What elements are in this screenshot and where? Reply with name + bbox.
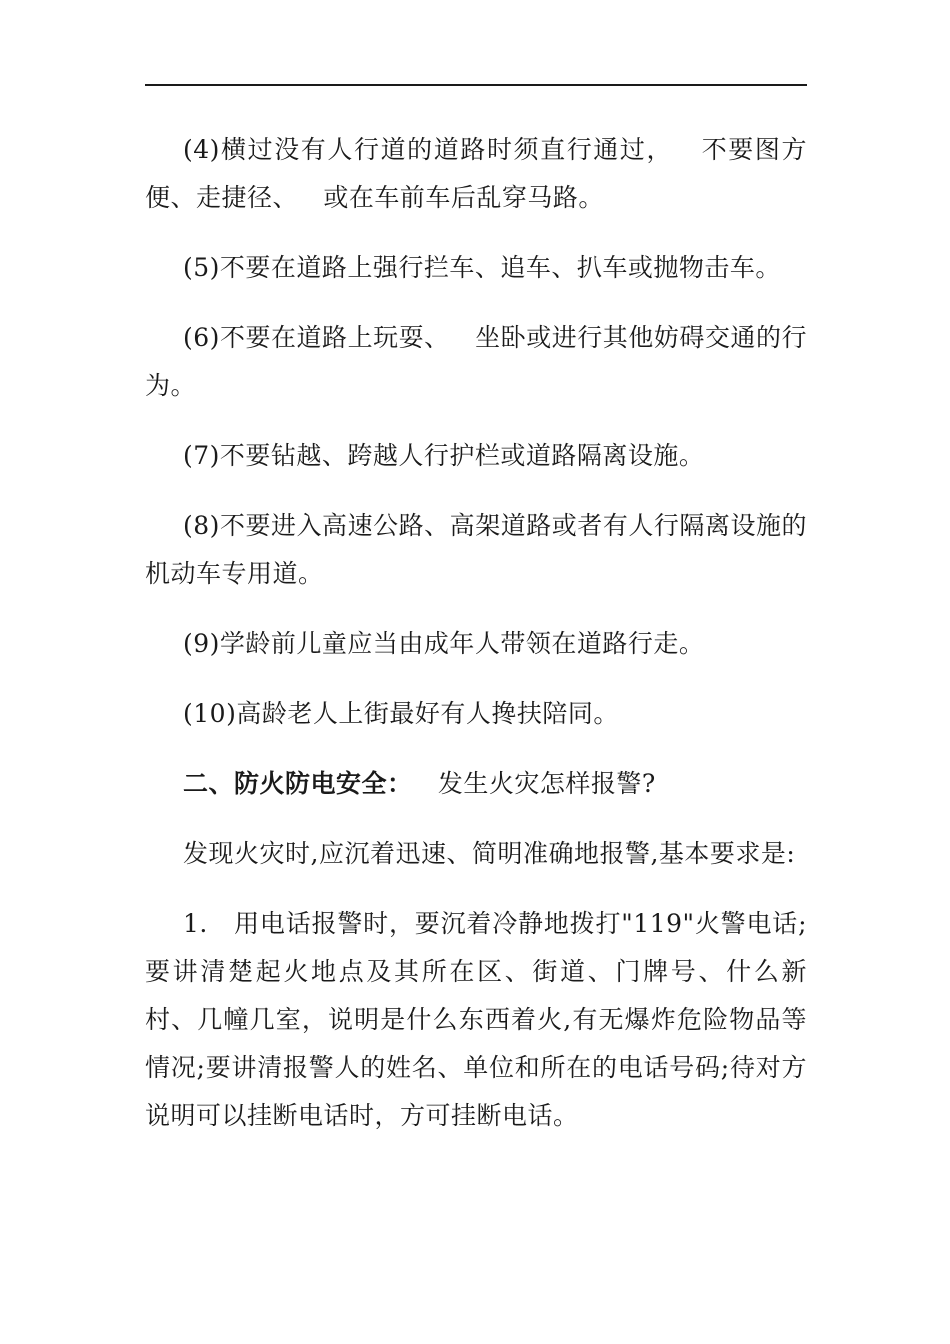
- document-body: [145, 126, 807, 1162]
- section-heading-line: [145, 760, 807, 808]
- paragraph-item-9: (9)学龄前儿童应当由成年人带领在道路行走。: [183, 629, 705, 658]
- header-rule: [145, 84, 807, 86]
- paragraph-item-4: (4)横过没有人行道的道路时须直行通过， 不要图方便、走捷径、 或在车前车后乱穿马路。: [145, 135, 807, 212]
- fire-report-intro: 发现火灾时,应沉着迅速、简明准确地报警,基本要求是:: [183, 839, 796, 868]
- section-heading: 二、防火防电安全：: [183, 769, 413, 798]
- section-subheading: 发生火灾怎样报警?: [412, 769, 656, 798]
- paragraph-item-6: (6)不要在道路上玩耍、 坐卧或进行其他妨碍交通的行为。: [145, 323, 807, 400]
- paragraph-item-5: (5)不要在道路上强行拦车、追车、扒车或抛物击车。: [183, 253, 781, 282]
- paragraph-item-10: (10)高龄老人上街最好有人搀扶陪同。: [183, 699, 619, 728]
- paragraph-item-8: (8)不要进入高速公路、高架道路或者有人行隔离设施的机动车专用道。: [145, 511, 807, 588]
- paragraph-item-7: (7)不要钻越、跨越人行护栏或道路隔离设施。: [183, 441, 705, 470]
- fire-report-item-1: 1. 用电话报警时，要沉着冷静地拨打"119"火警电话;要讲清楚起火地点及其所在区、街道、门牌号、什么新村、几幢几室，说明是什么东西着火,有无爆炸危险物品等情况;要讲清报警人的姓名、单位和所在的电话号码;待对方说明可以挂断电话时，方可挂断电话。: [145, 909, 807, 1130]
